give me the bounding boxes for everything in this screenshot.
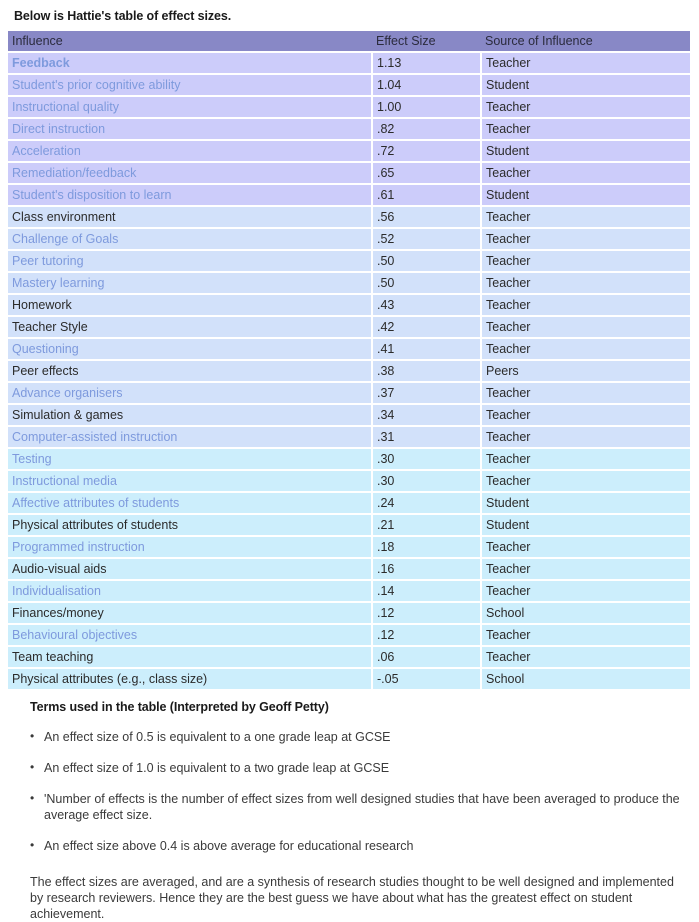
- cell-effect-size: .12: [372, 602, 481, 624]
- cell-influence: [8, 668, 372, 690]
- table-row: [8, 184, 690, 206]
- cell-source: Student: [481, 140, 690, 162]
- influence-label: Physical attributes (e.g., class size): [12, 671, 208, 686]
- cell-effect-size: 1.04: [372, 74, 481, 96]
- cell-source: Teacher: [481, 294, 690, 316]
- table-row: [8, 118, 690, 140]
- cell-influence: [8, 558, 372, 580]
- cell-influence: [8, 360, 372, 382]
- cell-source: Teacher: [481, 580, 690, 602]
- column-header-source: Source of Influence: [481, 31, 690, 52]
- influence-link[interactable]: Programmed instruction: [12, 539, 145, 554]
- terms-bullet: • An effect size of 1.0 is equivalent to a two grade leap at GCSE: [30, 760, 689, 776]
- cell-effect-size: 1.13: [372, 52, 481, 74]
- cell-source: Teacher: [481, 382, 690, 404]
- table-row: [8, 624, 690, 646]
- cell-influence: [8, 514, 372, 536]
- cell-influence[interactable]: [8, 162, 372, 184]
- influence-label: Finances/money: [12, 605, 104, 620]
- cell-effect-size: .30: [372, 448, 481, 470]
- cell-source: Teacher: [481, 162, 690, 184]
- influence-link[interactable]: Individualisation: [12, 583, 101, 598]
- cell-source: Student: [481, 74, 690, 96]
- cell-source: Teacher: [481, 206, 690, 228]
- cell-influence: [8, 206, 372, 228]
- cell-effect-size: .65: [372, 162, 481, 184]
- table-row: [8, 360, 690, 382]
- table-header: [8, 31, 690, 52]
- table-row: [8, 426, 690, 448]
- cell-influence[interactable]: [8, 272, 372, 294]
- cell-source: Teacher: [481, 228, 690, 250]
- table-row: [8, 492, 690, 514]
- table-row: [8, 536, 690, 558]
- influence-link[interactable]: Peer tutoring: [12, 253, 84, 268]
- cell-effect-size: .72: [372, 140, 481, 162]
- cell-influence[interactable]: [8, 580, 372, 602]
- cell-effect-size: .50: [372, 250, 481, 272]
- influence-label: Homework: [12, 297, 72, 312]
- cell-source: Teacher: [481, 118, 690, 140]
- table-row: [8, 580, 690, 602]
- cell-effect-size: .06: [372, 646, 481, 668]
- cell-source: Teacher: [481, 96, 690, 118]
- table-row: [8, 404, 690, 426]
- cell-effect-size: .34: [372, 404, 481, 426]
- cell-effect-size: .61: [372, 184, 481, 206]
- table-row: [8, 52, 690, 74]
- table-row: [8, 602, 690, 624]
- table-row: [8, 140, 690, 162]
- table-row: [8, 206, 690, 228]
- cell-effect-size: .18: [372, 536, 481, 558]
- table-row: [8, 74, 690, 96]
- cell-source: Teacher: [481, 316, 690, 338]
- terms-bullet: • 'Number of effects is the number of effect sizes from well designed studies that have been averaged to produce the average effect size.: [30, 791, 689, 823]
- table-row: [8, 162, 690, 184]
- table-row: [8, 668, 690, 690]
- table-row: [8, 250, 690, 272]
- terms-bullet: • An effect size of 0.5 is equivalent to a one grade leap at GCSE: [30, 729, 689, 745]
- cell-source: Teacher: [481, 338, 690, 360]
- influence-label: Simulation & games: [12, 407, 124, 422]
- cell-source: Teacher: [481, 426, 690, 448]
- cell-influence: [8, 316, 372, 338]
- influence-link[interactable]: Feedback: [12, 55, 70, 70]
- influence-label: Teacher Style: [12, 319, 88, 334]
- terms-list: [8, 729, 689, 854]
- cell-influence[interactable]: [8, 448, 372, 470]
- table-row: [8, 338, 690, 360]
- influence-label: Class environment: [12, 209, 116, 224]
- cell-source: Teacher: [481, 470, 690, 492]
- cell-source: Teacher: [481, 624, 690, 646]
- cell-influence[interactable]: [8, 338, 372, 360]
- cell-source: Student: [481, 514, 690, 536]
- table-row: [8, 228, 690, 250]
- cell-effect-size: .42: [372, 316, 481, 338]
- cell-effect-size: .50: [372, 272, 481, 294]
- table-row: [8, 96, 690, 118]
- column-header-effect-size: Effect Size: [372, 31, 481, 52]
- cell-source: Teacher: [481, 536, 690, 558]
- cell-influence[interactable]: [8, 74, 372, 96]
- cell-influence[interactable]: [8, 96, 372, 118]
- cell-influence[interactable]: [8, 426, 372, 448]
- cell-source: Teacher: [481, 558, 690, 580]
- cell-effect-size: .30: [372, 470, 481, 492]
- influence-link[interactable]: Student's disposition to learn: [12, 187, 172, 202]
- cell-effect-size: 1.00: [372, 96, 481, 118]
- cell-source: Teacher: [481, 272, 690, 294]
- cell-influence[interactable]: [8, 250, 372, 272]
- column-header-influence: Influence: [8, 31, 372, 52]
- cell-source: School: [481, 668, 690, 690]
- influence-link[interactable]: Challenge of Goals: [12, 231, 119, 246]
- influence-link[interactable]: Instructional media: [12, 473, 117, 488]
- influence-link[interactable]: Remediation/feedback: [12, 165, 137, 180]
- influence-label: Physical attributes of students: [12, 517, 179, 532]
- influence-link[interactable]: Computer-assisted instruction: [12, 429, 178, 444]
- cell-influence: [8, 602, 372, 624]
- table-row: [8, 646, 690, 668]
- cell-effect-size: .38: [372, 360, 481, 382]
- cell-influence[interactable]: [8, 624, 372, 646]
- table-body: [8, 52, 690, 690]
- cell-influence: [8, 646, 372, 668]
- influence-link[interactable]: Affective attributes of students: [12, 495, 180, 510]
- cell-influence[interactable]: [8, 228, 372, 250]
- cell-effect-size: .16: [372, 558, 481, 580]
- closing-paragraph: The effect sizes are averaged, and are a synthesis of research studies thought to be well designed and implemented by research reviewers. Hence they are the best guess we have about what has the greatest effect on student achievement.: [30, 875, 674, 921]
- influence-label: Team teaching: [12, 649, 94, 664]
- influence-link[interactable]: Student's prior cognitive ability: [12, 77, 181, 92]
- cell-influence[interactable]: [8, 118, 372, 140]
- cell-influence: [8, 294, 372, 316]
- cell-effect-size: -.05: [372, 668, 481, 690]
- cell-effect-size: .82: [372, 118, 481, 140]
- cell-effect-size: .37: [372, 382, 481, 404]
- cell-effect-size: .41: [372, 338, 481, 360]
- cell-influence[interactable]: [8, 492, 372, 514]
- cell-effect-size: .24: [372, 492, 481, 514]
- cell-source: Teacher: [481, 52, 690, 74]
- influence-label: Audio-visual aids: [12, 561, 107, 576]
- cell-effect-size: .31: [372, 426, 481, 448]
- cell-influence[interactable]: [8, 382, 372, 404]
- cell-effect-size: .12: [372, 624, 481, 646]
- cell-source: Student: [481, 492, 690, 514]
- influence-link[interactable]: Behavioural objectives: [12, 627, 138, 642]
- table-header-row: [8, 31, 690, 52]
- cell-effect-size: .14: [372, 580, 481, 602]
- influence-link[interactable]: Acceleration: [12, 143, 81, 158]
- cell-effect-size: .56: [372, 206, 481, 228]
- cell-influence[interactable]: [8, 184, 372, 206]
- cell-effect-size: .43: [372, 294, 481, 316]
- cell-influence[interactable]: [8, 52, 372, 74]
- influence-link[interactable]: Instructional quality: [12, 99, 120, 114]
- table-row: [8, 470, 690, 492]
- page-title: Below is Hattie's table of effect sizes.: [14, 9, 232, 23]
- table-row: [8, 448, 690, 470]
- cell-source: Teacher: [481, 250, 690, 272]
- table-row: [8, 294, 690, 316]
- influence-link[interactable]: Testing: [12, 451, 52, 466]
- influence-link[interactable]: Mastery learning: [12, 275, 105, 290]
- influence-label: Peer effects: [12, 363, 79, 378]
- cell-source: Teacher: [481, 448, 690, 470]
- influence-link[interactable]: Advance organisers: [12, 385, 123, 400]
- cell-effect-size: .52: [372, 228, 481, 250]
- terms-heading: Terms used in the table (Interpreted by Geoff Petty): [30, 700, 329, 714]
- influence-link[interactable]: Direct instruction: [12, 121, 106, 136]
- cell-source: Peers: [481, 360, 690, 382]
- influence-link[interactable]: Questioning: [12, 341, 79, 356]
- table-row: [8, 514, 690, 536]
- table-row: [8, 558, 690, 580]
- effect-sizes-table: [8, 31, 690, 691]
- cell-influence[interactable]: [8, 536, 372, 558]
- table-row: [8, 316, 690, 338]
- cell-source: Teacher: [481, 404, 690, 426]
- cell-effect-size: .21: [372, 514, 481, 536]
- table-row: [8, 382, 690, 404]
- cell-source: Student: [481, 184, 690, 206]
- cell-source: School: [481, 602, 690, 624]
- table-row: [8, 272, 690, 294]
- cell-influence[interactable]: [8, 470, 372, 492]
- cell-influence: [8, 404, 372, 426]
- terms-bullet: • An effect size above 0.4 is above average for educational research: [30, 838, 689, 854]
- cell-influence[interactable]: [8, 140, 372, 162]
- cell-source: Teacher: [481, 646, 690, 668]
